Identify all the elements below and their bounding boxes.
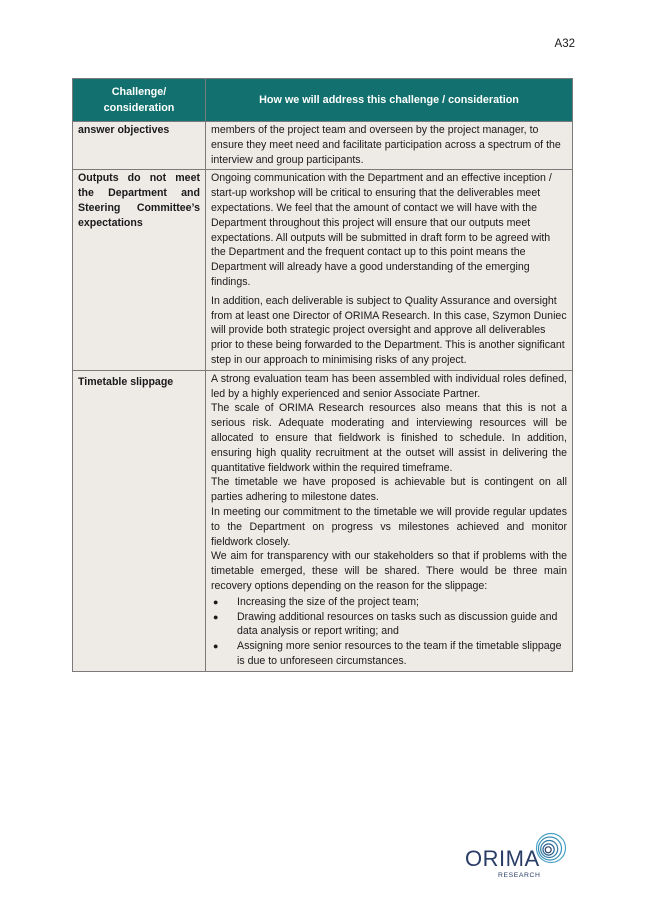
- challenge-cell: Timetable slippage: [73, 370, 206, 671]
- challenge-cell: Outputs do not meet the Department and Steering Committee’s expectations: [73, 170, 206, 370]
- bullet-icon: ●: [213, 596, 219, 607]
- header-response: How we will address this challenge / consideration: [206, 79, 573, 122]
- table-row: [73, 170, 573, 370]
- orima-circles-icon: [535, 832, 567, 864]
- list-item: [211, 610, 567, 640]
- list-item: [211, 595, 567, 610]
- table-row: [73, 122, 573, 170]
- logo-wordmark: ORIMA: [465, 846, 540, 871]
- response-paragraph: A strong evaluation team has been assembled with individual roles defined, led by a highly experienced and senior Associate Partner.: [211, 372, 567, 400]
- response-paragraph: In meeting our commitment to the timetable we will provide regular updates to the Department on progress vs milestones achieved and monitor fieldwork closely.: [211, 505, 567, 548]
- logo-subtitle: RESEARCH: [498, 872, 541, 879]
- response-cell: [206, 170, 573, 370]
- list-item: [211, 639, 567, 669]
- response-cell: [206, 370, 573, 671]
- table-row: [73, 370, 573, 671]
- response-paragraph: The timetable we have proposed is achievable but is contingent on all parties adhering to milestone dates.: [211, 476, 567, 504]
- response-paragraph: Ongoing communication with the Department and an effective inception / start-up workshop will be critical to ensuring that the deliverables meet expectations. We feel that the amount of contact we will have with the Department throughout this project will ensure that our outputs meet expectations. All outputs will be submitted in draft form to be agreed with the Department and the frequent contact up to this point means the Department will already have a good understanding of the emerging findings.: [211, 172, 552, 288]
- response-paragraph: In addition, each deliverable is subject to Quality Assurance and oversight from at least one Director of ORIMA Research. In this case, Szymon Duniec will provide both strategic project oversight and approve all deliverables prior to these being forwarded to the Department. This is another significant step in our approach to minimising risks of any project.: [211, 294, 567, 366]
- bullet-icon: ●: [213, 641, 219, 652]
- table-header-row: [73, 79, 573, 122]
- response-paragraph: We aim for transparency with our stakeholders so that if problems with the timetable emerged, these will be shared. There would be three main recovery options depending on the reason for the slippage:: [211, 550, 567, 592]
- risk-mitigation-table: [72, 78, 573, 672]
- challenge-cell: answer objectives: [73, 122, 206, 170]
- orima-logo: [465, 832, 575, 882]
- header-challenge: Challenge/ consideration: [73, 79, 206, 122]
- response-paragraph: members of the project team and overseen by the project manager, to ensure they meet need and facilitate participation across a spectrum of the interview and group participants.: [211, 124, 561, 166]
- response-paragraph: The scale of ORIMA Research resources also means that this is not a serious risk. Adequate moderating and interviewing resources will be allocated to ensure that fieldwork is finished to schedule. In addition, ensuring high quality recruitment at the outset will assist in delivering the quantitative fieldwork within the required timeframe.: [211, 402, 567, 474]
- recovery-options-list: [211, 595, 567, 669]
- list-item-text: Increasing the size of the project team;: [237, 595, 419, 608]
- bullet-icon: ●: [213, 611, 219, 622]
- list-item-text: Drawing additional resources on tasks such as discussion guide and data analysis or report writing; and: [237, 610, 558, 638]
- response-cell: [206, 122, 573, 170]
- list-item-text: Assigning more senior resources to the team if the timetable slippage is due to unforeseen circumstances.: [237, 640, 562, 667]
- page-number: A32: [554, 38, 575, 50]
